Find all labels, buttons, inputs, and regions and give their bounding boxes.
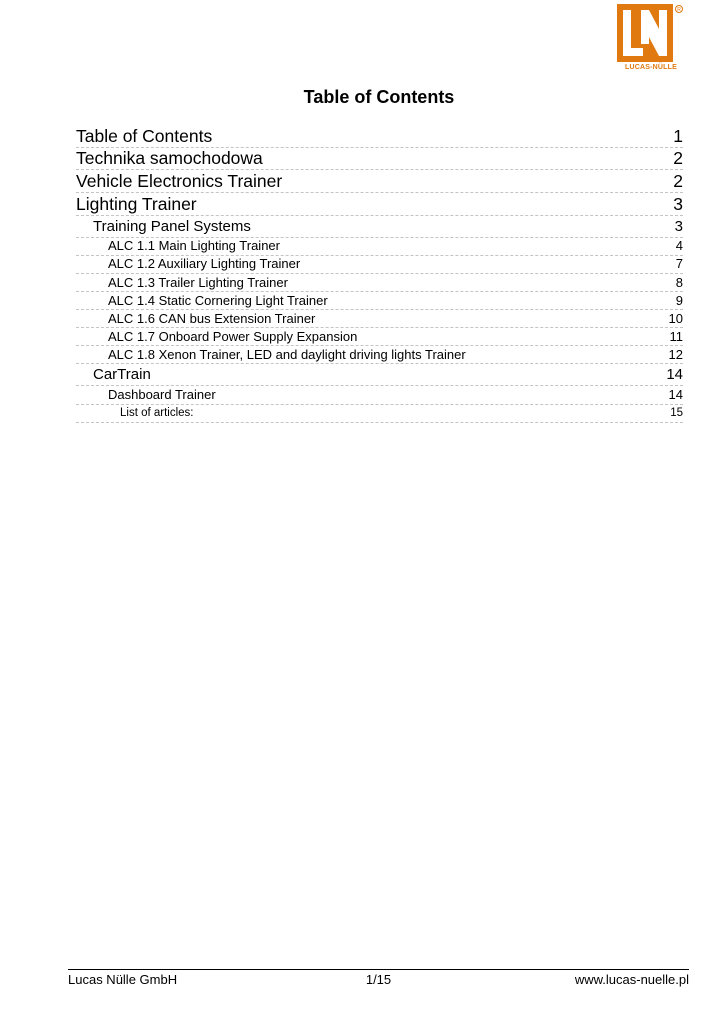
- svg-text:R: R: [677, 7, 681, 13]
- toc-entry-page: 11: [669, 328, 683, 344]
- toc-entry-page: 8: [675, 274, 683, 290]
- toc-entry-page: 15: [670, 406, 683, 419]
- footer-website[interactable]: www.lucas-nuelle.pl: [574, 972, 689, 987]
- toc-entry[interactable]: [76, 148, 683, 171]
- toc-entry[interactable]: [76, 328, 683, 346]
- toc-entry[interactable]: [76, 216, 683, 238]
- toc-entry-label: ALC 1.3 Trailer Lighting Trainer: [108, 274, 288, 290]
- toc-entry[interactable]: [76, 292, 683, 310]
- toc-entry-page: 3: [674, 217, 683, 235]
- toc-entry-label: Dashboard Trainer: [108, 387, 216, 402]
- toc-entry-label: Table of Contents: [76, 125, 213, 146]
- toc-entry-page: 4: [675, 238, 683, 254]
- toc-entry[interactable]: [76, 125, 683, 148]
- toc-entry-label: ALC 1.1 Main Lighting Trainer: [108, 238, 280, 254]
- toc-entry-label: ALC 1.6 CAN bus Extension Trainer: [108, 310, 316, 326]
- footer-divider: [68, 969, 689, 970]
- toc-entry-label: List of articles:: [120, 406, 194, 419]
- toc-entry-page: 7: [675, 256, 683, 272]
- toc-entry-page: 9: [675, 292, 683, 308]
- toc-entry[interactable]: [76, 170, 683, 193]
- toc-entry-label: ALC 1.8 Xenon Trainer, LED and daylight driving lights Trainer: [108, 346, 466, 362]
- toc-entry-page: 3: [673, 193, 683, 214]
- page-title: Table of Contents: [303, 87, 455, 107]
- toc-entry-label: Lighting Trainer: [76, 193, 197, 214]
- toc-entry-label: ALC 1.4 Static Cornering Light Trainer: [108, 292, 328, 308]
- toc-entry[interactable]: [76, 256, 683, 274]
- table-of-contents: [76, 125, 683, 423]
- toc-entry-page: 12: [668, 346, 683, 362]
- logo-brand-text: LUCAS-NÜLLE: [625, 64, 677, 71]
- toc-entry-label: CarTrain: [93, 366, 151, 384]
- toc-entry[interactable]: [76, 193, 683, 216]
- toc-entry-page: 2: [673, 171, 683, 192]
- toc-entry-page: 14: [666, 366, 683, 384]
- footer-company: Lucas Nülle GmbH: [68, 972, 178, 987]
- toc-entry-label: Training Panel Systems: [93, 217, 251, 235]
- toc-entry[interactable]: [76, 274, 683, 292]
- toc-entry[interactable]: [76, 238, 683, 256]
- toc-entry-label: ALC 1.2 Auxiliary Lighting Trainer: [108, 256, 301, 272]
- toc-entry-page: 2: [673, 148, 683, 169]
- toc-entry[interactable]: [76, 346, 683, 364]
- toc-entry-page: 1: [673, 125, 683, 146]
- toc-entry[interactable]: [76, 386, 683, 404]
- toc-entry-label: ALC 1.7 Onboard Power Supply Expansion: [108, 328, 358, 344]
- toc-entry-label: Vehicle Electronics Trainer: [76, 171, 283, 192]
- toc-entry-label: Technika samochodowa: [76, 148, 263, 169]
- toc-entry-page: 10: [668, 310, 683, 326]
- toc-entry-page: 14: [668, 387, 683, 402]
- toc-entry[interactable]: [76, 310, 683, 328]
- toc-entry[interactable]: [76, 405, 683, 423]
- footer-page-number: 1/15: [365, 972, 392, 987]
- toc-entry[interactable]: [76, 364, 683, 386]
